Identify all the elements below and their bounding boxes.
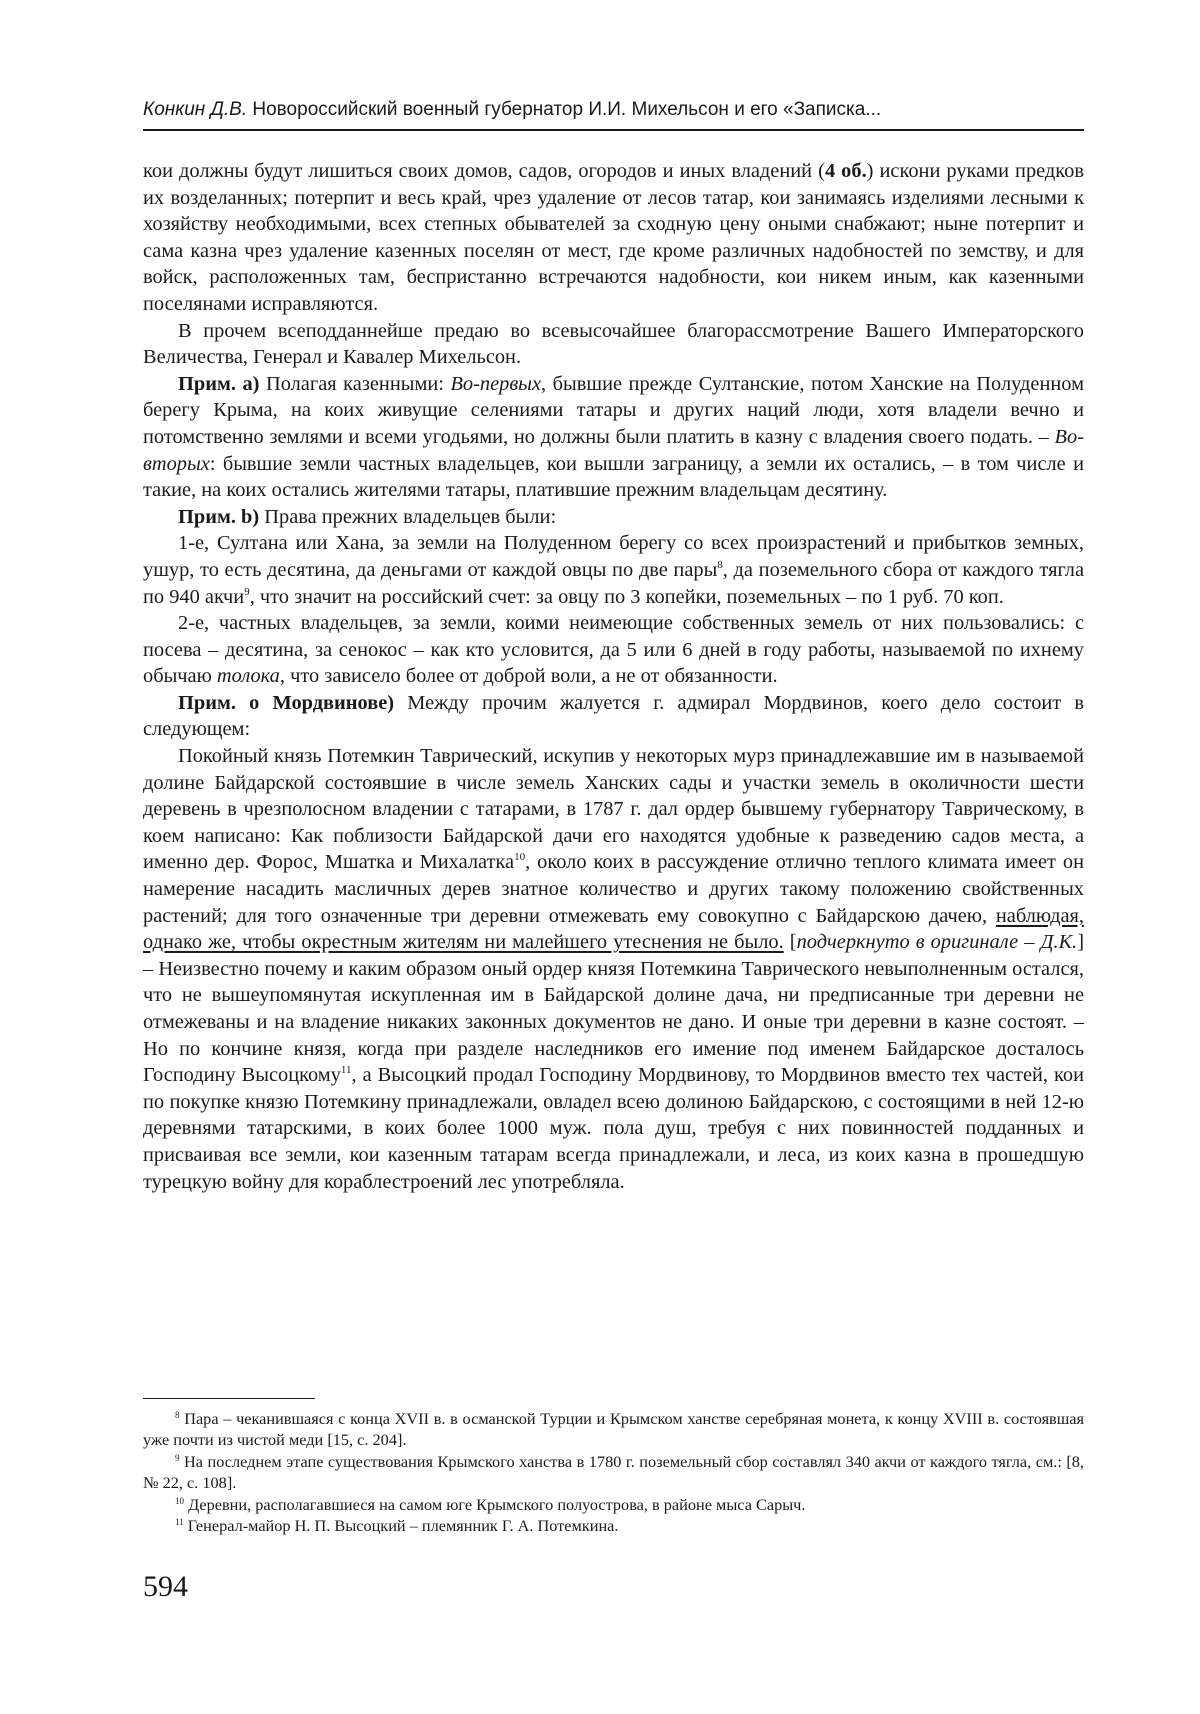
note-b-paragraph <box>143 504 1084 531</box>
footnote-11 <box>143 1515 1084 1536</box>
potemkin-text-1: Покойный князь Потемкин Таврический, искупив у некоторых мурз принадлежавшие им в называемой долине Байдарской состоявшие в числе земель Ханских сады и участки земель в околичности шести деревень в чрезполосном владении с татарами, в 1787 г. дал ордер бывшему губернатору Таврическому, в коем написано: Как поблизости Байдарской дачи его находятся удобные к разведению садов места, а именно дер. Форос, Мшатка и Михалатка <box>143 745 1084 874</box>
header-author: Конкин Д.В. <box>143 99 248 120</box>
footnote-number: 10 <box>175 1495 184 1506</box>
note-a-text-1: Полагая казенными: <box>259 372 451 395</box>
note-a-text-3: : бывшие земли частных владельцев, кои вышли заграницу, а земли их остались, – в том числе и такие, на коих остались жителями татары, платившие прежним владельцам десятину. <box>143 452 1084 502</box>
note-a-italic-2: Во-вторых <box>143 425 1084 475</box>
footnote-ref-8[interactable]: 8 <box>717 558 723 571</box>
footnote-ref-10[interactable]: 10 <box>514 851 526 864</box>
rights-first-paragraph <box>143 530 1084 610</box>
p1-text-1: кои должны будут лишиться своих домов, садов, огородов и иных владений ( <box>143 160 825 182</box>
footnote-text: На последнем этапе существования Крымского ханства в 1780 г. поземельный сбор составлял 340 акчи от каждого тягла, см.: [8, № 22, с. 108]. <box>143 1451 1084 1493</box>
folio-marker: 4 об. <box>824 160 867 182</box>
page-number: 594 <box>143 1570 188 1603</box>
footnote-text: Деревни, располагавшиеся на самом юге Крымского полуострова, в районе мыса Сарыч. <box>184 1494 806 1514</box>
footnote-number: 9 <box>175 1452 180 1463</box>
paragraph-1 <box>143 158 1084 318</box>
potemkin-paragraph <box>143 743 1084 1195</box>
rights-second-text-1: 2-е, частных владельцев, за земли, коими неимеющие собственных земель от них пользовались: с посева – десятина, за сенокос – как кто условится, да 5 или 6 дней в году работы, называемой по ихнему обычаю <box>143 612 1084 688</box>
paragraph-2: В прочем всеподданнейше предаю во всевысочайшее благорассмотрение Вашего Императорского Величества, Генерал и Кавалер Михельсон. <box>143 319 1084 369</box>
rights-second-italic: толока <box>216 665 280 688</box>
note-b-label: Прим. b) <box>178 505 260 528</box>
footnote-separator <box>143 1398 315 1399</box>
rights-first-text-2: , да поземельного сбора от каждого тягла по 940 акчи <box>143 558 1084 608</box>
rights-first-text-3: , что значит на российский счет: за овцу по 3 копейки, поземельных – по 1 руб. 70 коп. <box>249 585 1004 608</box>
potemkin-text-3: [ <box>783 931 797 954</box>
footnote-number: 8 <box>175 1410 180 1420</box>
note-a-label: Прим. а) <box>178 372 260 395</box>
footnote-8 <box>143 1408 1084 1451</box>
footnote-10 <box>143 1494 1084 1515</box>
note-b-text: Права прежних владельцев были: <box>259 505 557 528</box>
footnote-text: Пара – чеканившаяся с конца XVII в. в османской Турции и Крымском ханстве серебряная монета, к концу XVIII в. состоявшая уже почти из чистой меди [15, с. 204]. <box>143 1409 1084 1450</box>
header-title: Новороссийский военный губернатор И.И. Михельсон и его «Записка... <box>247 99 882 120</box>
running-header <box>143 98 1084 122</box>
rights-second-text-2: , что зависело более от доброй воли, а не от обязанности. <box>279 665 778 688</box>
note-mordvinov-label: Прим. о Мордвинове) <box>178 691 395 714</box>
note-a-italic-1: Во-первых <box>450 372 542 395</box>
note-mordvinov-text: Между прочим жалуется г. адмирал Мордвинов, коего дело состоит в следующем: <box>143 691 1085 741</box>
rights-first-text-1: 1-е, Султана или Хана, за земли на Полуденном берегу со всех произрастений и прибытков земных, ушур, то есть десятина, да деньгами от каждой овцы по две пары <box>143 532 1084 581</box>
article-body <box>143 158 1084 1195</box>
potemkin-text-2: , около коих в рассуждение отлично теплого климата имеет он намерение насадить масличных дерев знатное количество и других такому положению свойственных растений; для того означенные три деревни отмежевать ему совокупно с Байдарскою дачею, <box>143 851 1084 927</box>
footnote-9 <box>143 1451 1084 1494</box>
footnote-ref-11[interactable]: 11 <box>340 1064 352 1077</box>
footnote-text: Генерал-майор Н. П. Высоцкий – племянник Г. А. Потемкина. <box>183 1516 619 1536</box>
potemkin-text-4: ] – Неизвестно почему и каким образом оный ордер князя Потемкина Таврического невыполненным остался, что не вышеупомянутая искупленная им в Байдарской долине дача, ни предписанные три деревни не отмежеваны и на владение никаких законных документов не дано. И оные три деревни в казне состоят. – Но по кончине князя, когда при разделе наследников его имение под именем Байдарское досталось Господину Высоцкому <box>143 931 1084 1087</box>
footnote-number: 11 <box>175 1517 184 1528</box>
p1-text-2: ) искони руками предков их возделанных; потерпит и весь край, чрез удаление от лесов татар, кои занимаясь изделиями лесными к хозяйству необходимыми, всех степных обывателей за сходную цену оными снабжают; ныне потерпит и сама казна чрез удаление казенных поселян от мест, где кроме различных надобностей по земству, и для войск, расположенных там, беспристанно встречаются надобности, кои никем иным, как казенными поселянами исправляются. <box>143 160 1085 315</box>
underlined-quote: наблюдая, однако же, чтобы окрестным жителям ни малейшего утеснения не было. <box>143 904 1084 954</box>
header-rule <box>143 129 1084 131</box>
potemkin-text-5: , а Высоцкий продал Господину Мордвинову, то Мордвинов вместо тех частей, кои по покупке князю Потемкину принадлежали, овладел всею долиною Байдарскою, с состоящими в ней 12-ю деревнями татарскими, в коих более 1000 муж. пола душ, требуя с них повинностей подданных и присваивая все земли, кои казенным татарам всегда принадлежали, и леса, из коих казна в прошедшую турецкую войну для кораблестроений лес употребляла. <box>143 1064 1084 1193</box>
footnote-ref-9[interactable]: 9 <box>244 585 250 598</box>
footnotes <box>143 1408 1084 1536</box>
note-mordvinov-paragraph <box>143 690 1084 743</box>
rights-second-paragraph <box>143 610 1084 690</box>
editor-note: подчеркнуто в оригинале – Д.К. <box>796 931 1078 954</box>
note-a-text-2: , бывшие прежде Султанские, потом Ханские на Полуденном берегу Крыма, на коих живущие селениями татары и других наций люди, хотя владели вечно и потомственно землями и всеми угодьями, но должны были платить в казну с владения своего подать. – <box>143 372 1084 448</box>
note-a-paragraph <box>143 371 1084 504</box>
